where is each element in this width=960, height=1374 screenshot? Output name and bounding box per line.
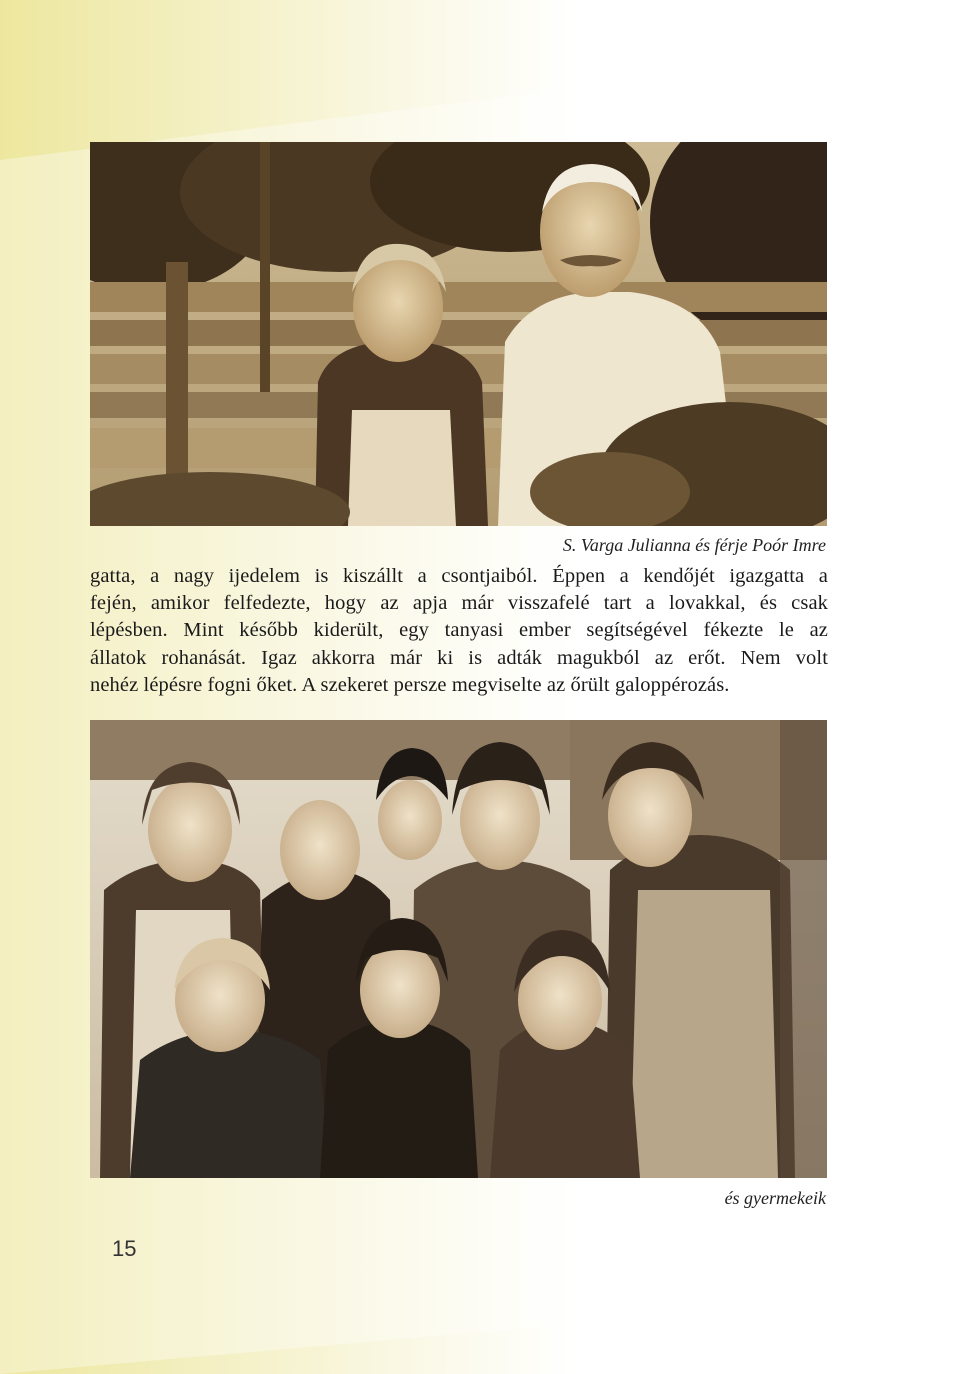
photo-caption-couple: S. Varga Julianna és férje Poór Imre: [562, 535, 826, 555]
photo-couple: [90, 142, 827, 526]
page-number: 15: [112, 1236, 137, 1261]
text-line: fején, amikor felfedezte, hogy az apja már visszafelé tart a lovakkal, és csak: [90, 592, 828, 615]
photo-family-group: [90, 720, 827, 1178]
body-paragraph: [90, 563, 828, 699]
photo-caption-family: és gyermekeik: [724, 1188, 826, 1208]
text-line: gatta, a nagy ijedelem is kiszállt a csontjaiból. Éppen a kendőjét igazgatta a: [90, 565, 828, 587]
text-line: állatok rohanását. Igaz akkorra már ki is adták magukból az erőt. Nem volt: [90, 646, 828, 669]
text-line: nehéz lépésre fogni őket. A szekeret persze megviselte az őrült galoppérozás.: [90, 673, 730, 696]
text-line: lépésben. Mint később kiderült, egy tanyasi ember segítségével fékezte le az: [90, 619, 828, 642]
